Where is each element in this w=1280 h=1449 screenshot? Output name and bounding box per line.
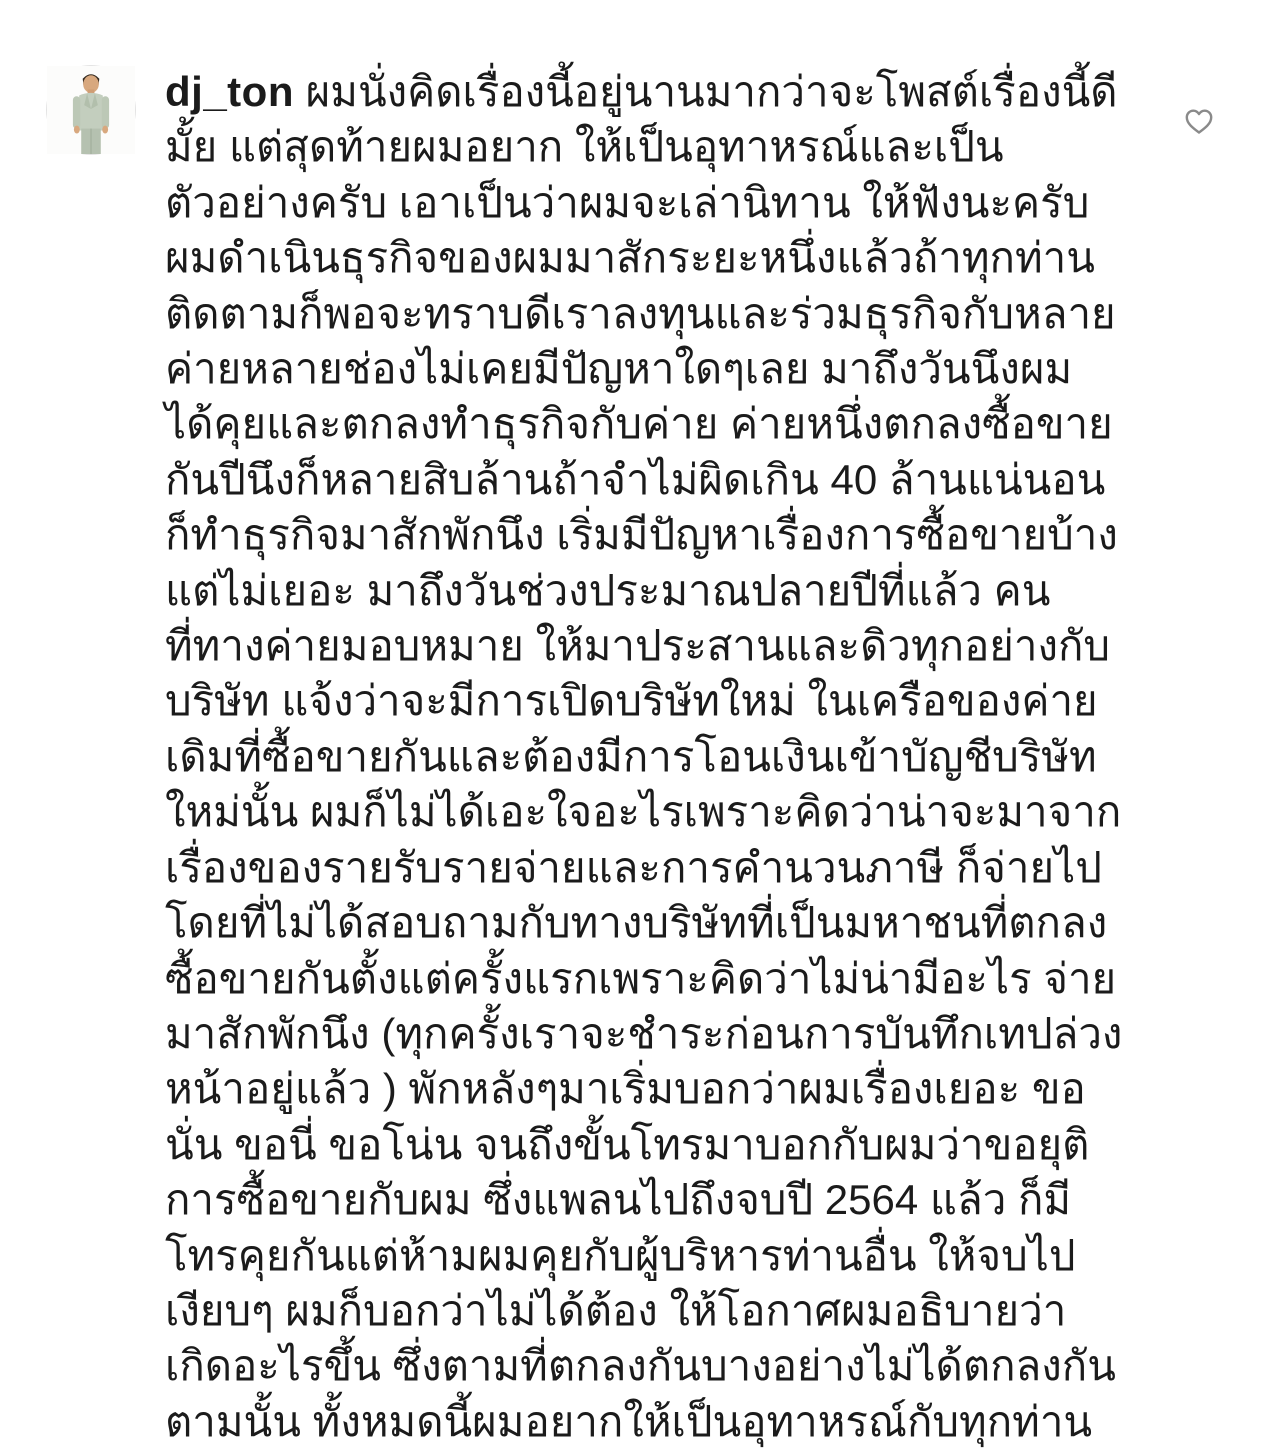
caption-line: แต่ไม่เยอะ มาถึงวันช่วงประมาณปลายปีที่แล้ว คน — [165, 566, 1051, 614]
caption-line: กันปีนึงก็หลายสิบล้านถ้าจำไม่ผิดเกิน 40 ล้านแน่นอน — [165, 455, 1106, 503]
heart-icon — [1181, 104, 1217, 138]
caption-line: เดิมที่ซื้อขายกันและต้องมีการโอนเงินเข้าบัญชีบริษัท — [165, 732, 1097, 780]
caption-line: ได้คุยและตกลงทำธุรกิจกับค่าย ค่ายหนึ่งตกลงซื้อขาย — [165, 400, 1113, 448]
username-link[interactable]: dj_ton — [165, 68, 294, 115]
caption-line: ติดตามก็พอจะทราบดีเราลงทุนและร่วมธุรกิจกับหลาย — [165, 289, 1116, 337]
caption-line: ค่ายหลายช่องไม่เคยมีปัญหาใดๆเลย มาถึงวันนึงผม — [165, 345, 1073, 393]
caption-line: เงียบๆ ผมก็บอกว่าไม่ได้ต้อง ให้โอกาศผมอธิบายว่า — [165, 1286, 1067, 1334]
caption-line: ผมดำเนินธุรกิจของผมมาสักระยะหนึ่งแล้วถ้าทุกท่าน — [165, 234, 1095, 282]
post-caption — [165, 0, 1122, 1449]
caption-line: โดยที่ไม่ได้สอบถามกับทางบริษัทที่เป็นมหาชนที่ตกลง — [165, 899, 1108, 947]
caption-line: ตัวอย่างครับ เอาเป็นว่าผมจะเล่านิทาน ให้ฟังนะครับ — [165, 178, 1090, 226]
like-column — [1122, 0, 1280, 200]
caption-line: ซื้อขายกันตั้งแต่ครั้งแรกเพราะคิดว่าไม่น่ามีอะไร จ่าย — [165, 954, 1117, 1002]
caption-line: นั่น ขอนี่ ขอโน่น จนถึงขั้นโทรมาบอกกับผมว่าขอยุติ — [165, 1120, 1090, 1168]
caption-line: dj_ton ผมนั่งคิดเรื่องนี้อยู่นานมากว่าจะโพสต์เรื่องนี้ดี — [165, 68, 1118, 115]
caption-line: ใหม่นั้น ผมก็ไม่ได้เอะใจอะไรเพราะคิดว่าน่าจะมาจาก — [165, 788, 1122, 836]
caption-line: หน้าอยู่แล้ว ) พักหลังๆมาเริ่มบอกว่าผมเรื่องเยอะ ขอ — [165, 1065, 1086, 1113]
caption-line: เกิดอะไรขึ้น ซึ่งตามที่ตกลงกันบางอย่างไม่ได้ตกลงกัน — [165, 1342, 1116, 1390]
caption-line: เรื่องของรายรับรายจ่ายและการคำนวนภาษี ก็จ่ายไป — [165, 843, 1102, 891]
like-button[interactable] — [1181, 104, 1217, 138]
caption-line: ที่ทางค่ายมอบหมาย ให้มาประสานและดิวทุกอย่างกับ — [165, 622, 1111, 670]
caption-line: มั้ย แต่สุดท้ายผมอยาก ให้เป็นอุทาหรณ์และเป็น — [165, 123, 1004, 171]
caption-line: โทรคุยกันแต่ห้ามผมคุยกับผู้บริหารท่านอื่น ให้จบไป — [165, 1231, 1076, 1279]
avatar-photo — [47, 66, 135, 154]
caption-line: มาสักพักนึง (ทุกครั้งเราจะชำระก่อนการบันทึกเทปล่วง — [165, 1009, 1123, 1057]
caption-line: บริษัท แจ้งว่าจะมีการเปิดบริษัทใหม่ ในเครือของค่าย — [165, 677, 1098, 725]
avatar[interactable] — [46, 65, 136, 155]
caption-line: ตามนั้น ทั้งหมดนี้ผมอยากให้เป็นอุทาหรณ์กับทุกท่าน — [165, 1397, 1093, 1445]
caption-line: ก็ทำธุรกิจมาสักพักนึง เริ่มมีปัญหาเรื่องการซื้อขายบ้าง — [165, 511, 1118, 559]
caption-line: การซื้อขายกับผม ซึ่งแพลนไปถึงจบปี 2564 แล้ว ก็มี — [165, 1176, 1072, 1224]
avatar-column — [0, 0, 165, 155]
